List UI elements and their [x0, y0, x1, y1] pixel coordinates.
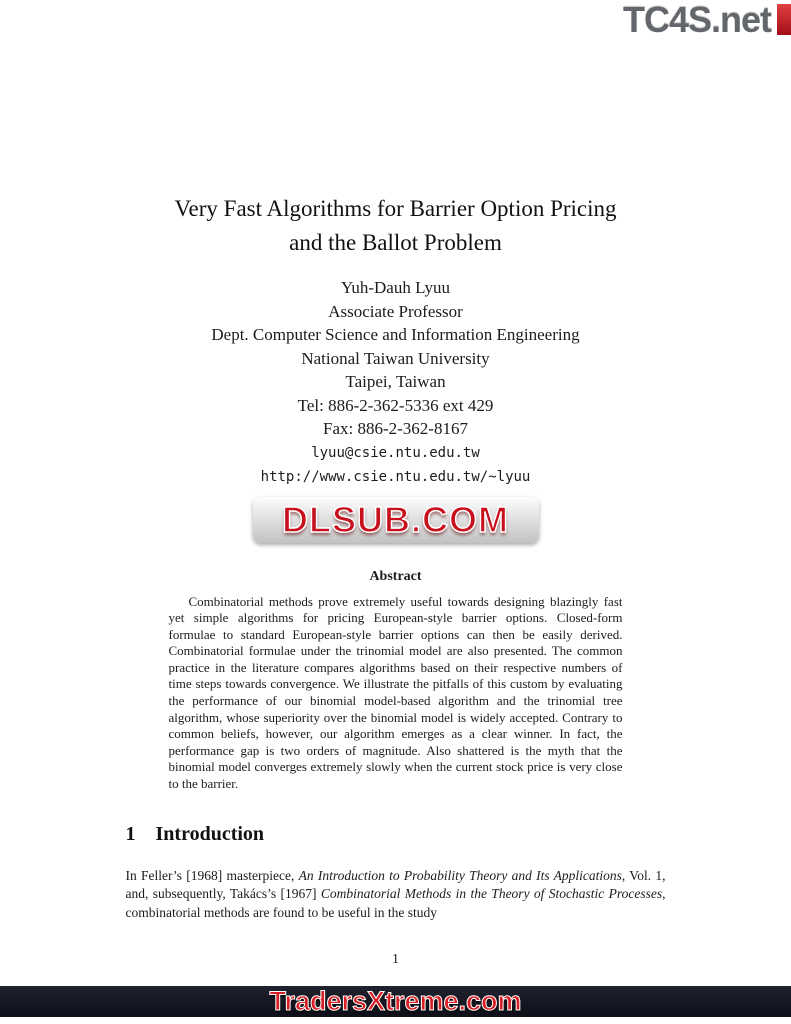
- paragraph-segment: , combinatorial methods are found to be useful in the study: [125, 886, 666, 920]
- author-position: Associate Professor: [328, 301, 463, 321]
- introduction-paragraph: [126, 867, 666, 923]
- author-department: Dept. Computer Science and Information Engineering: [211, 325, 580, 344]
- author-email: lyuu@csie.ntu.edu.tw: [311, 444, 480, 461]
- dlsub-watermark-text: DLSUB.COM: [282, 498, 509, 540]
- tradersxtreme-watermark-banner[interactable]: [0, 986, 791, 1017]
- author-location: Taipei, Taiwan: [345, 372, 446, 391]
- section-1-number: 1: [125, 822, 136, 845]
- dlsub-watermark-banner[interactable]: [253, 497, 539, 543]
- abstract-text: Combinatorial methods prove extremely useful towards designing blazingly fast yet simple algorithms for pricing European-style barrier options. Closed-form formulae to standard European-style barrier options can then be easily derived. Combinatorial formulae under the trinomial model are also presented. The common practice in the literature compares algorithms based on their respective numbers of time steps towards convergence. We illustrate the pitfalls of this custom by evaluating the performance of our binomial model-based algorithm and the trinomial tree algorithm, whose superiority over the binomial model is widely accepted. Contrary to common beliefs, however, our algorithm emerges as a clear winner. In fact, the performance gap is two orders of magnitude. Also shattered is the myth that the binomial model converges extremely slowly when the current stock price is very close to the barrier.: [168, 593, 623, 792]
- paragraph-segment: , Vol. 1, and, subsequently, Takács’s [1967]: [125, 867, 666, 902]
- tc4s-red-tab-icon: [777, 4, 791, 35]
- paragraph-segment-book-title: An Introduction to Probability Theory and Its Applications: [298, 867, 622, 883]
- tradersxtreme-watermark-text: TradersXtreme.com: [269, 986, 522, 1016]
- author-name: Yuh-Dauh Lyuu: [340, 278, 451, 297]
- paper-title-line1: Very Fast Algorithms for Barrier Option Pricing: [174, 196, 617, 221]
- author-university: National Taiwan University: [301, 348, 490, 368]
- paper-title: [0, 192, 791, 260]
- tc4s-watermark-link[interactable]: [623, 0, 771, 40]
- author-telephone: Tel: 886-2-362-5336 ext 429: [297, 395, 494, 415]
- author-homepage-url: http://www.csie.ntu.edu.tw/~lyuu: [260, 468, 531, 485]
- page-number: 1: [392, 952, 399, 967]
- section-1-title: Introduction: [155, 822, 265, 845]
- tc4s-watermark-text: TC4S.net: [622, 0, 771, 40]
- section-1-heading: [126, 823, 666, 846]
- abstract-heading: Abstract: [369, 568, 422, 584]
- author-block: [0, 276, 791, 489]
- paper-title-line2: and the Ballot Problem: [289, 230, 502, 255]
- paragraph-segment-book-title: Combinatorial Methods in the Theory of Stochastic Processes: [320, 886, 663, 902]
- paragraph-segment: In Feller’s [1968] masterpiece,: [125, 867, 299, 883]
- author-fax: Fax: 886-2-362-8167: [323, 419, 468, 438]
